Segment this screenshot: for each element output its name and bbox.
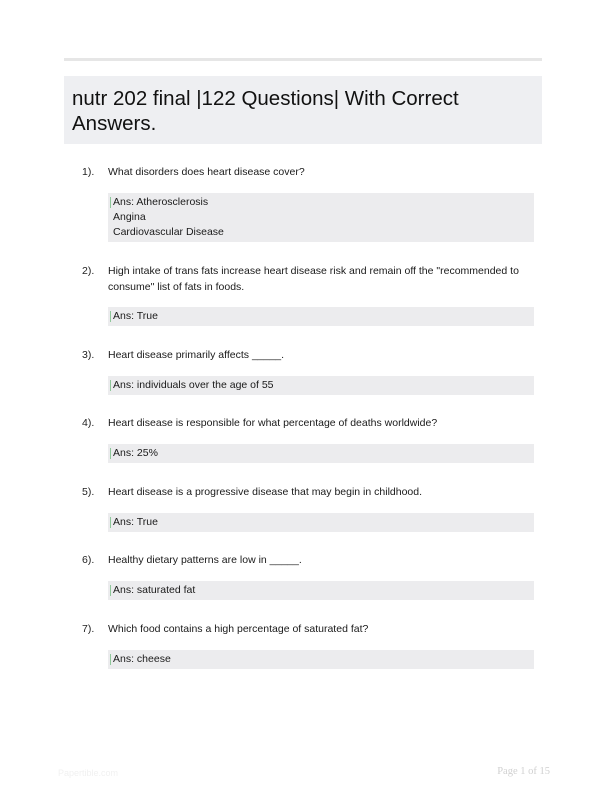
- page-number: Page 1 of 15: [497, 766, 550, 777]
- question-item-6: [82, 553, 542, 600]
- question-text: Which food contains a high percentage of saturated fat?: [108, 623, 369, 635]
- top-rule: [64, 58, 542, 61]
- question-number: 6).: [82, 554, 95, 566]
- question-text: What disorders does heart disease cover?: [108, 166, 305, 178]
- answer-line: Ans: individuals over the age of 55: [113, 378, 274, 391]
- question-number: 3).: [82, 349, 95, 361]
- question-item-4: [82, 416, 542, 463]
- question-number: 7).: [82, 623, 95, 635]
- question-item-1: [82, 165, 542, 242]
- answer-line: Ans: saturated fat: [113, 583, 196, 596]
- answer-line: Angina: [113, 210, 146, 223]
- answer-box: [108, 581, 534, 600]
- title-banner: [64, 76, 542, 144]
- answer-line: Ans: 25%: [113, 446, 158, 459]
- question-number: 4).: [82, 417, 95, 429]
- question-text: Heart disease is a progressive disease that may begin in childhood.: [108, 486, 423, 498]
- document-title: nutr 202 final |122 Questions| With Correct Answers.: [72, 87, 459, 135]
- answer-line: Ans: True: [113, 515, 158, 528]
- question-item-5: [82, 485, 542, 532]
- answer-box: [108, 513, 534, 532]
- question-text: Heart disease primarily affects _____.: [108, 349, 285, 361]
- answer-box: [108, 444, 534, 463]
- footer-watermark: Papertible.com: [58, 768, 119, 778]
- answer-box: [108, 307, 534, 326]
- question-number: 2).: [82, 265, 95, 277]
- answer-box: [108, 193, 534, 242]
- answer-box: [108, 376, 534, 395]
- answer-line: Ans: cheese: [113, 652, 171, 665]
- question-text: High intake of trans fats increase heart disease risk and remain off the "recommended to consume" list of fats in foods.: [108, 265, 519, 293]
- answer-line: Ans: True: [113, 310, 158, 322]
- question-text: Heart disease is responsible for what percentage of deaths worldwide?: [108, 417, 438, 429]
- answer-line: Ans: Atherosclerosis: [113, 195, 209, 208]
- question-item-2: [82, 264, 542, 326]
- answer-line: Cardiovascular Disease: [113, 225, 224, 238]
- question-number: 5).: [82, 486, 95, 498]
- question-item-3: [82, 348, 542, 395]
- question-text: Healthy dietary patterns are low in _____.: [108, 554, 302, 566]
- question-number: 1).: [82, 166, 95, 178]
- answer-box: [108, 650, 534, 669]
- question-item-7: [82, 622, 542, 669]
